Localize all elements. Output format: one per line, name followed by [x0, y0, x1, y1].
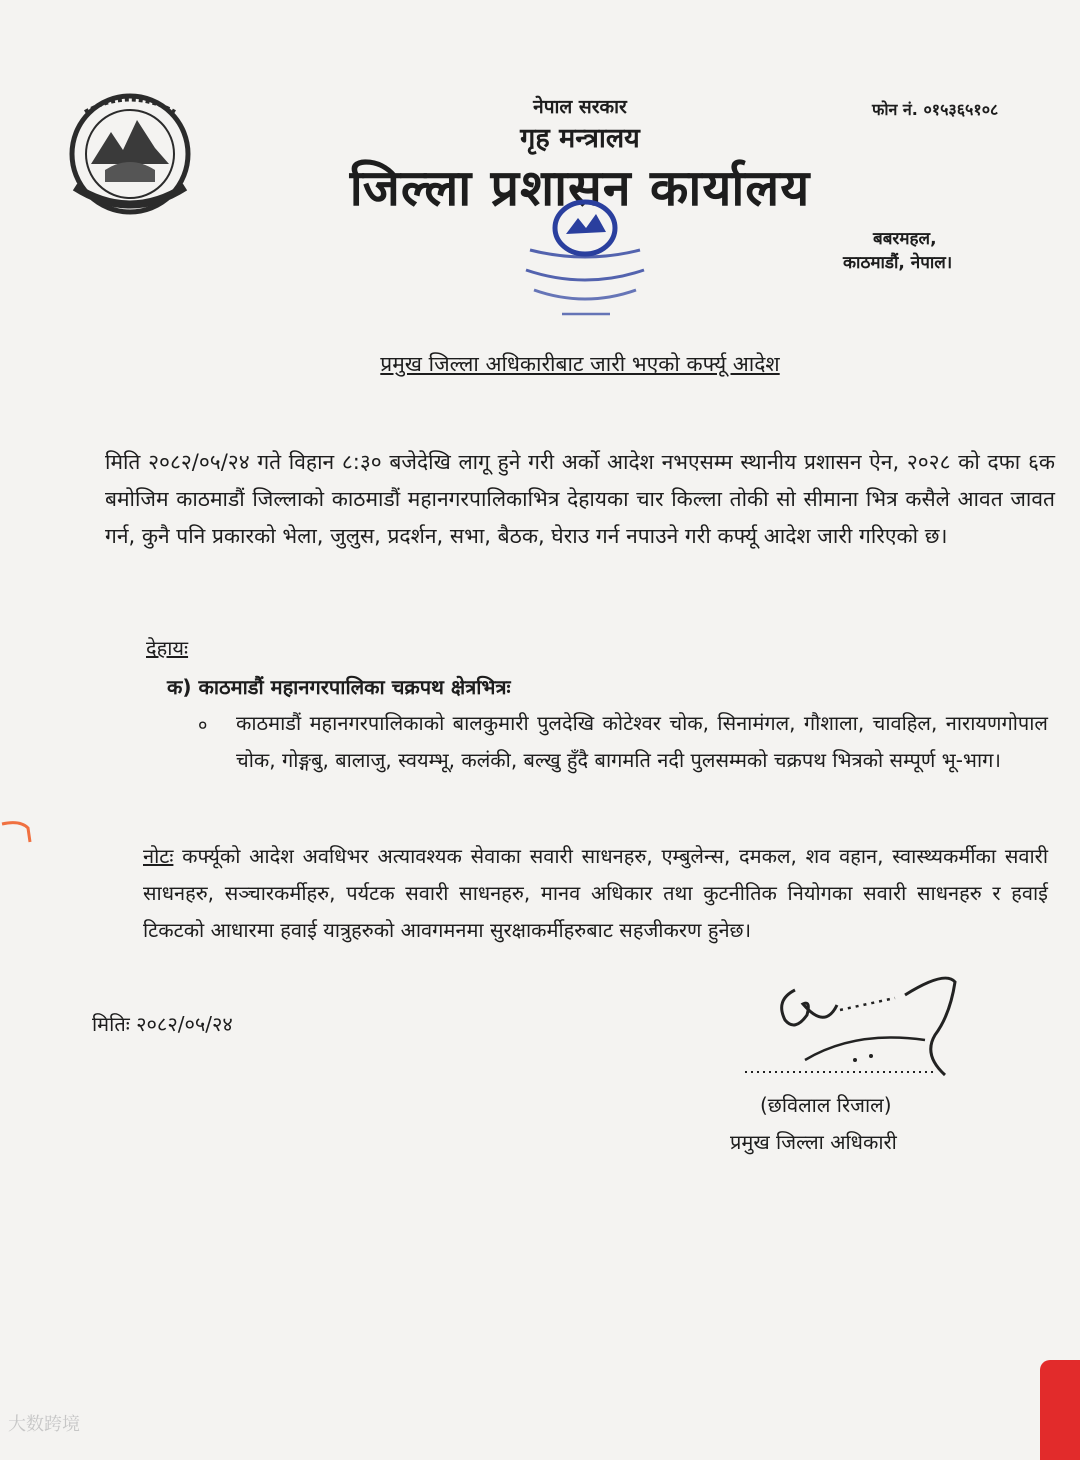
bullet-circle-icon: ० — [198, 715, 208, 736]
phone-number: फोन नं. ०१५३६५१०८ — [872, 100, 999, 119]
government-name: नेपाल सरकार — [533, 96, 627, 118]
signer-designation: प्रमुख जिल्ला अधिकारी — [730, 1130, 897, 1154]
document-title: प्रमुख जिल्ला अधिकारीबाट जारी भएको कर्फ्यू आदेश — [380, 352, 780, 376]
note-paragraph — [143, 838, 1048, 949]
signer-name: (छविलाल रिजाल) — [760, 1093, 892, 1117]
dehay-label: देहायः — [146, 636, 189, 660]
office-name: जिल्ला प्रशासन कार्यालय — [349, 159, 811, 217]
order-paragraph: मिति २०८२/०५/२४ गते विहान ८:३० बजेदेखि लागू हुने गरी अर्को आदेश नभएसम्म स्थानीय प्रशासन ऐन, २०२८ को दफा ६क बमोजिम काठमाडौं जिल्लाको काठमाडौं महानगरपालिकाभित्र देहायका चार किल्ला तोकी सो सीमाना भित्र कसैले आवत जावत गर्न, कुनै पनि प्रकारको भेला, जुलुस, प्रदर्शन, सभा, बैठक, घेराउ गर्न नपाउने गरी कर्फ्यू आदेश जारी गरिएको छ। — [105, 450, 1055, 548]
signature-icon — [745, 960, 975, 1085]
note-text: कर्फ्यूको आदेश अवधिभर अत्यावश्यक सेवाका सवारी साधनहरु, एम्बुलेन्स, दमकल, शव वहान, स्वास्थ्यकर्मीका सवारी साधनहरु, सञ्चारकर्मीहरु, पर्यटक सवारी साधनहरु, मानव अधिकार तथा कुटनीतिक नियोगका सवारी साधनहरु र हवाई टिकटको आधारमा हवाई यात्रुहरुको आवगमनमा सुरक्षाकर्मीहरुबाट सहजीकरण हुनेछ। — [143, 844, 1048, 942]
section-a-heading: क) काठमाडौं महानगरपालिका चक्रपथ क्षेत्रभित्रः — [167, 675, 511, 699]
office-stamp-icon — [510, 198, 660, 326]
boundary-description: काठमाडौं महानगरपालिकाको बालकुमारी पुलदेखि कोटेश्वर चोक, सिनामंगल, गौशाला, चावहिल, नारायणगोपाल चोक, गोङ्गबु, बालाजु, स्वयम्भू, कलंकी, बल्खु हुँदै बागमति नदी पुलसम्मको चक्रपथ भित्रको सम्पूर्ण भू-भाग। — [236, 711, 1048, 772]
address-line-2: काठमाडौं, नेपाल। — [843, 253, 953, 273]
address-line-1: बबरमहल, — [873, 229, 937, 249]
issue-date: मितिः २०८२/०५/२४ — [92, 1012, 233, 1036]
note-label: नोटः — [143, 844, 174, 868]
watermark: 大数跨境 — [8, 1414, 80, 1435]
ministry-name: गृह मन्त्रालय — [520, 123, 640, 154]
edge-mark-icon — [0, 818, 34, 844]
corner-overlay — [1040, 1360, 1080, 1460]
